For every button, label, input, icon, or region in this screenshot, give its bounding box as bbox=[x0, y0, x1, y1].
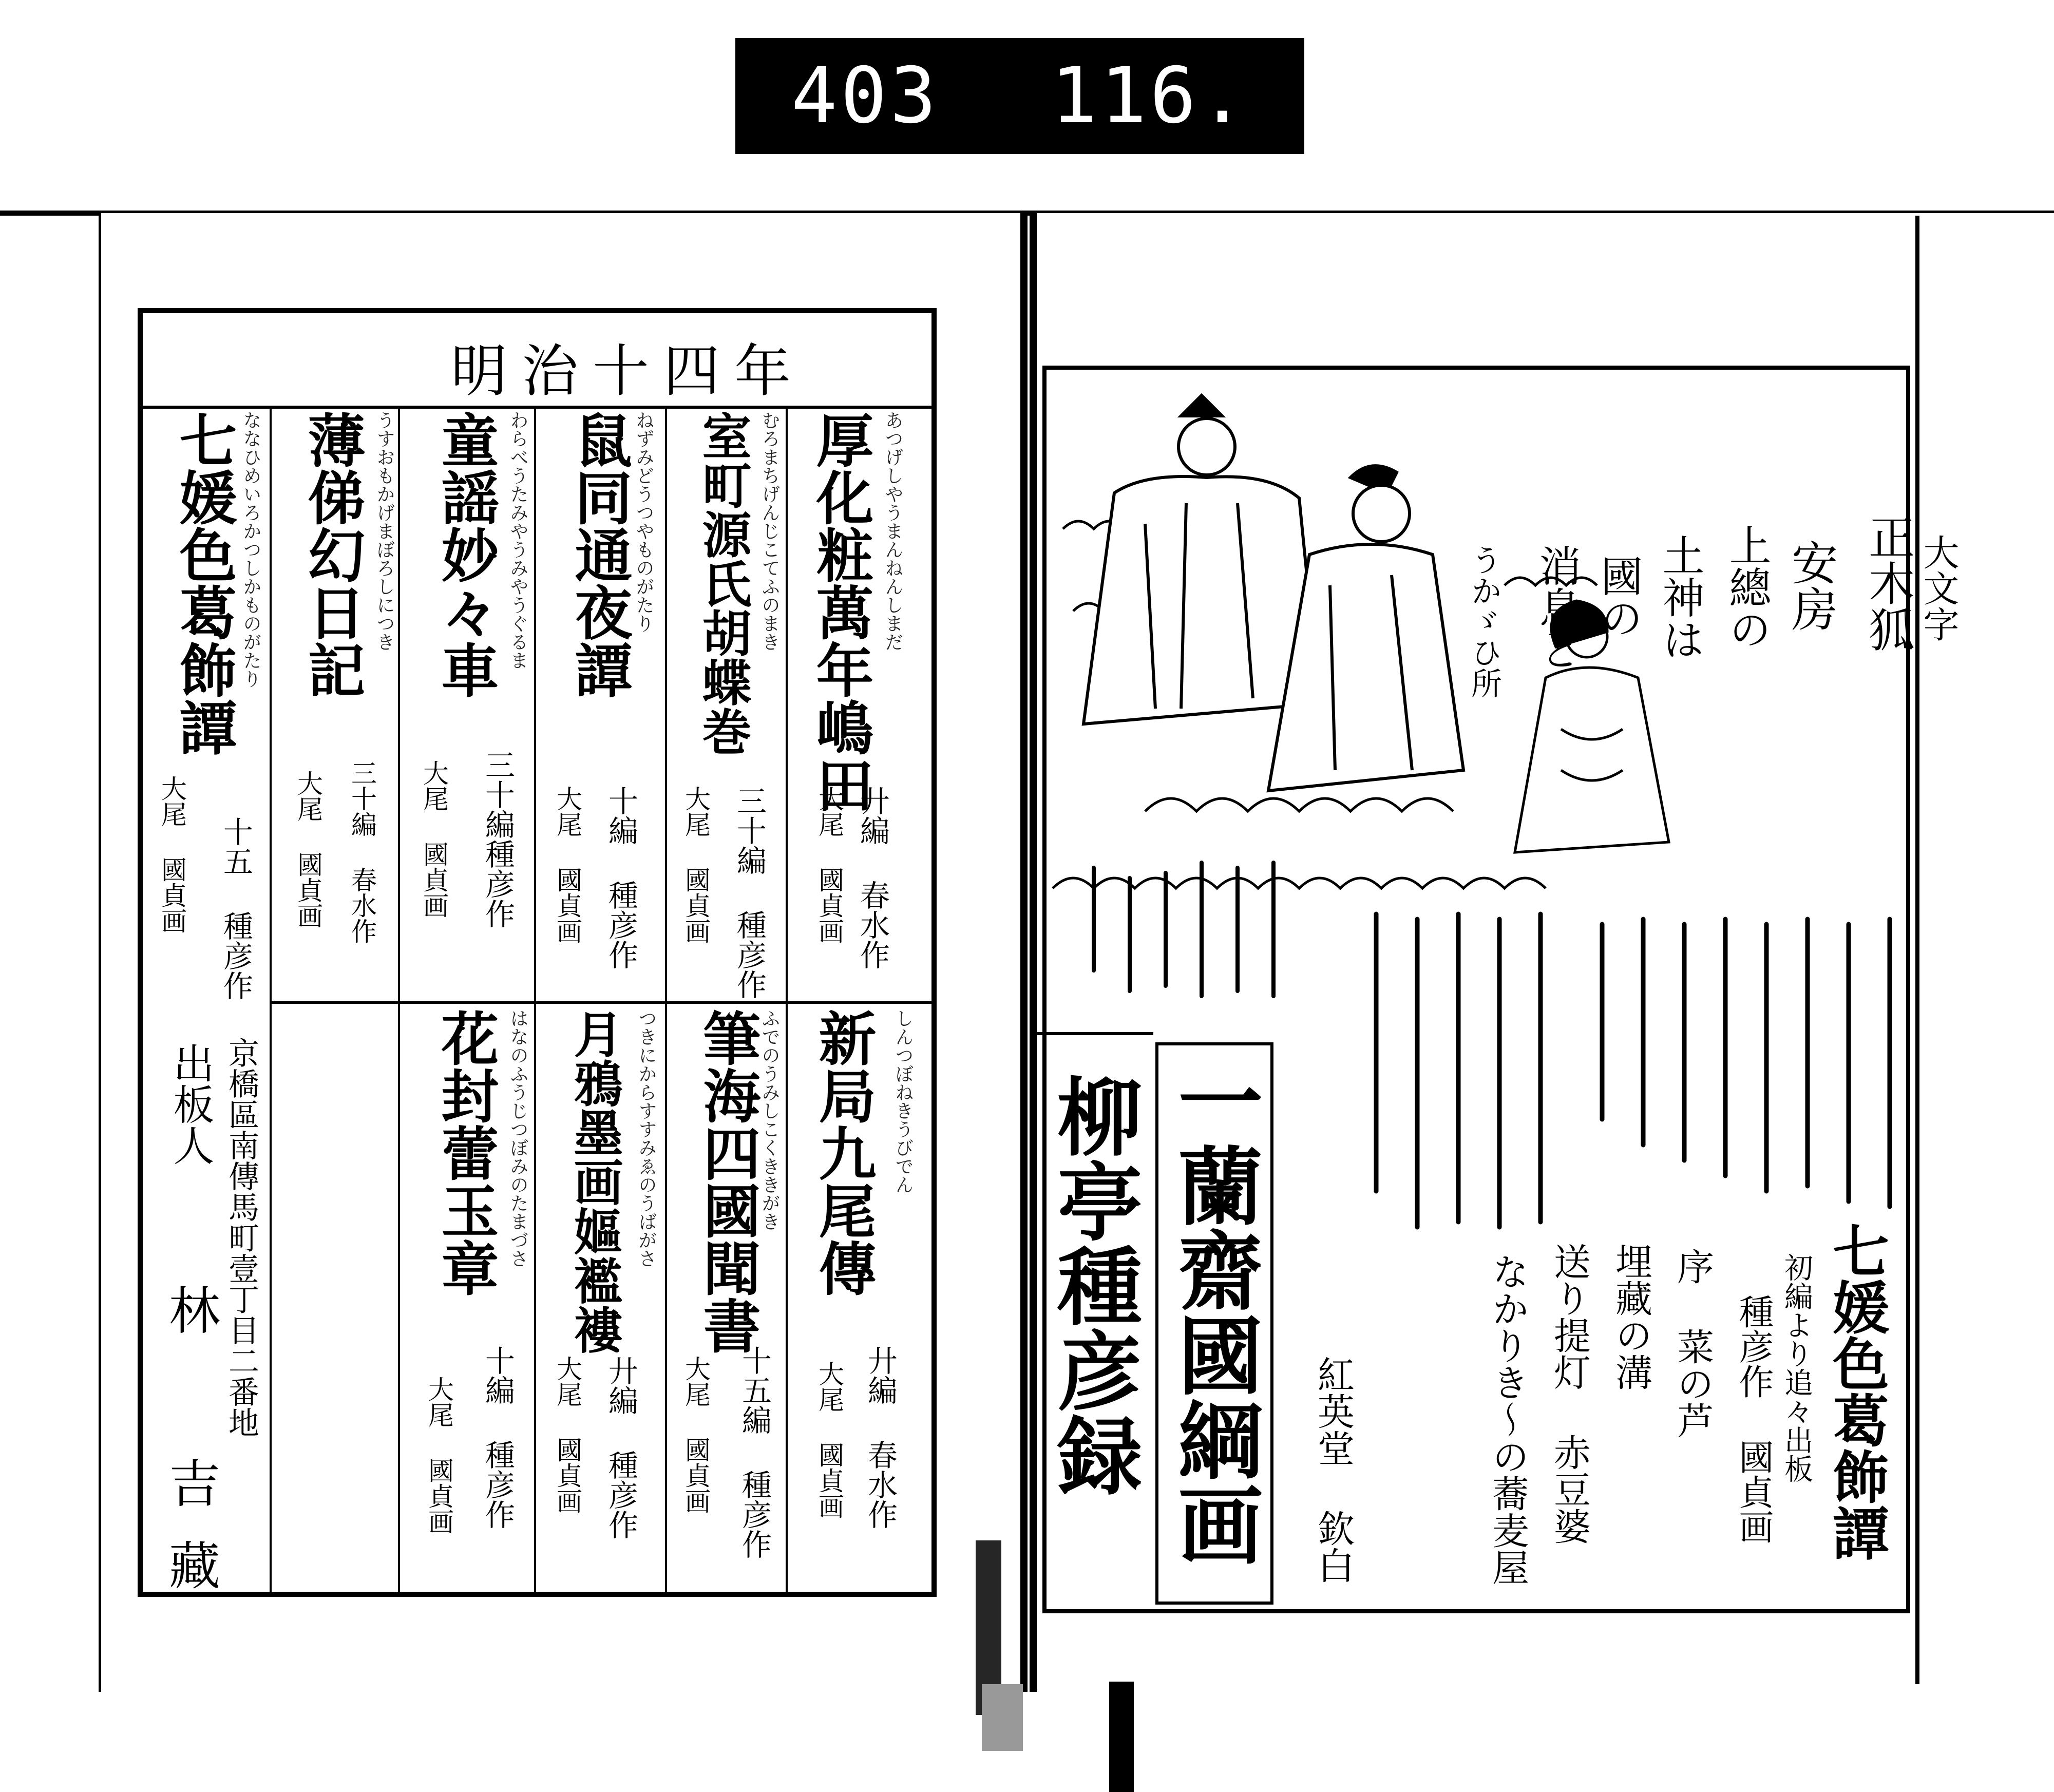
author-name: 柳亭種彦録 bbox=[1043, 1073, 1144, 1497]
book-info: 廾編 春水作 bbox=[855, 786, 890, 969]
column-divider bbox=[665, 408, 667, 1594]
book-title: 室町源氏胡蝶巻 bbox=[694, 411, 752, 756]
book-artist: 大尾 國貞画 bbox=[157, 775, 187, 933]
book-info: 十編 種彦作 bbox=[603, 786, 638, 969]
notice-line: 送り提灯 赤豆婆 bbox=[1548, 1243, 1591, 1545]
book-title: 花封蕾玉章 bbox=[432, 1009, 499, 1297]
mid-divider bbox=[270, 1001, 932, 1004]
poem-line: 消息と bbox=[1532, 544, 1581, 671]
notice-line: 初編より追々出板 bbox=[1780, 1253, 1813, 1483]
book-title: 新局九尾傳 bbox=[809, 1009, 877, 1297]
book-title: 七媛色葛飾譚 bbox=[170, 411, 237, 756]
book-title: 童謡妙々車 bbox=[432, 411, 499, 698]
book-artist: 大尾 國貞画 bbox=[814, 1361, 844, 1519]
book-artist: 大尾 國貞画 bbox=[681, 1356, 711, 1514]
notice-line: なかりき〜の蕎麦屋 bbox=[1486, 1253, 1529, 1586]
cursive-text-block-small bbox=[1058, 852, 1284, 1017]
cursive-text-block bbox=[1284, 904, 1910, 1232]
title-furigana: ふでのうみしこくききがき bbox=[759, 1009, 780, 1231]
poem-line: うかゞひ所 bbox=[1466, 544, 1502, 698]
title-furigana: しんつぼねきうびでん bbox=[892, 1009, 914, 1194]
notice-line: 序 菜の芦 bbox=[1671, 1248, 1714, 1439]
margin-label: 大文字 bbox=[1917, 534, 1960, 642]
book-info: 三十編 種彦作 bbox=[732, 786, 767, 999]
title-furigana: つきにからすすみゑのうばがさ bbox=[636, 1009, 657, 1268]
poem-line: 上總の bbox=[1722, 524, 1771, 650]
title-furigana: ななひめいろかつしかものがたり bbox=[240, 411, 261, 688]
book-artist: 大尾 國貞画 bbox=[814, 786, 844, 944]
right-page-edge bbox=[1915, 216, 2054, 1684]
title-furigana: ねずみどうつやものがたり bbox=[633, 411, 654, 633]
column-divider bbox=[398, 408, 400, 1594]
title-furigana: はなのふうじつぼみのたまづさ bbox=[507, 1009, 528, 1268]
book-artist: 大尾 國貞画 bbox=[553, 786, 582, 944]
title-furigana: うすおもかげまぼろしにつき bbox=[374, 411, 395, 651]
publisher-address: 京橋區南傳馬町壹丁目二番地 bbox=[223, 1037, 259, 1438]
book-info: 廾編 種彦作 bbox=[603, 1356, 638, 1539]
notice-signature: 紅英堂 欽白 bbox=[1311, 1356, 1355, 1584]
book-artist: 大尾 國貞画 bbox=[293, 770, 323, 928]
book-info: 廾編 春水作 bbox=[863, 1345, 898, 1529]
column-divider bbox=[786, 408, 788, 1594]
notice-title: 七媛色葛飾譚 bbox=[1823, 1222, 1890, 1561]
book-info: 三十編種彦作 bbox=[480, 750, 515, 928]
book-title: 筆海四國聞書 bbox=[694, 1009, 761, 1354]
poem-line: 正木狐 bbox=[1860, 513, 1914, 652]
title-furigana: わらべうたみやうみやうぐるま bbox=[507, 411, 528, 670]
book-artist: 大尾 國貞画 bbox=[424, 1376, 454, 1534]
catalog-number-right: 116. bbox=[1051, 51, 1249, 141]
book-artist: 大尾 國貞画 bbox=[553, 1356, 582, 1514]
book-title: 鼠同通夜譚 bbox=[565, 411, 633, 698]
book-info: 三十編 春水作 bbox=[347, 760, 377, 944]
title-furigana: あつげしやうまんねんしまだ bbox=[882, 411, 903, 651]
book-artist: 大尾 國貞画 bbox=[681, 786, 711, 944]
publisher-name: 林 吉藏 bbox=[160, 1284, 220, 1621]
book-info: 十編 種彦作 bbox=[480, 1345, 515, 1529]
poem-line: 土神は bbox=[1656, 534, 1704, 660]
listing-header: 明治十四年 bbox=[451, 338, 805, 404]
book-title: 薄俤幻日記 bbox=[298, 411, 366, 698]
book-info: 十五編 種彦作 bbox=[737, 1345, 772, 1559]
publisher-label: 出板人 bbox=[166, 1042, 214, 1166]
poem-line: 安房 bbox=[1783, 539, 1837, 632]
notice-line: 種彦作 國貞画 bbox=[1733, 1294, 1774, 1544]
book-info: 十五 種彦作 bbox=[218, 816, 253, 1000]
catalog-number-left: 403 bbox=[791, 51, 940, 141]
notice-line: 埋藏の溝 bbox=[1609, 1243, 1652, 1390]
header-divider bbox=[138, 406, 937, 409]
poem-line: 國の bbox=[1594, 555, 1643, 639]
column-divider bbox=[270, 408, 272, 1594]
courtier-figure-1 bbox=[1083, 395, 1320, 724]
catalog-number-plate bbox=[735, 38, 1304, 154]
column-divider bbox=[534, 408, 536, 1594]
artist-name: 一蘭齋國綱画 bbox=[1164, 1058, 1264, 1566]
title-furigana: むろまちげんじこてふのまき bbox=[759, 411, 780, 651]
binding-shadow-dark bbox=[1109, 1682, 1134, 1792]
book-title: 月鴉墨画嫗襤褸 bbox=[566, 1009, 624, 1354]
book-artist: 大尾 國貞画 bbox=[419, 760, 449, 918]
binding-shadow-grey bbox=[982, 1684, 1023, 1751]
book-title: 厚化粧萬年嶋田 bbox=[807, 411, 874, 813]
